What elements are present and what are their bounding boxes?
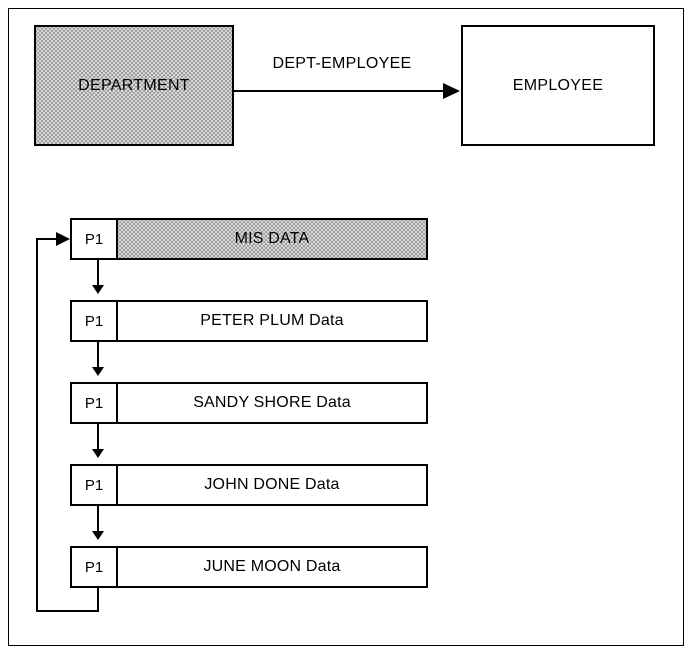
loop-segment-down	[97, 588, 99, 612]
loop-segment-up	[36, 238, 38, 612]
record-pointer: P1	[72, 466, 118, 504]
entity-label-employee: EMPLOYEE	[512, 76, 604, 94]
loop-segment-left	[36, 610, 99, 612]
record-row-member-4	[70, 546, 428, 588]
record-pointer: P1	[72, 302, 118, 340]
record-row-member-2	[70, 382, 428, 424]
connector-line-4	[97, 506, 99, 532]
entity-box-employee	[461, 25, 655, 146]
connector-line-1	[97, 260, 99, 286]
loop-arrowhead-icon	[56, 232, 70, 246]
connector-arrow-4-icon	[92, 531, 104, 540]
relationship-arrowhead-icon	[443, 83, 460, 99]
record-row-owner	[70, 218, 428, 260]
entity-box-department	[34, 25, 234, 146]
connector-arrow-2-icon	[92, 367, 104, 376]
connector-line-3	[97, 424, 99, 450]
record-pointer: P1	[72, 548, 118, 586]
record-row-member-3	[70, 464, 428, 506]
relationship-line	[234, 90, 449, 92]
record-body: MIS DATA	[118, 220, 426, 258]
record-row-member-1	[70, 300, 428, 342]
record-pointer: P1	[72, 384, 118, 422]
relationship-label: DEPT-EMPLOYEE	[272, 55, 412, 72]
record-body: JOHN DONE Data	[204, 476, 340, 493]
connector-line-2	[97, 342, 99, 368]
record-body: JUNE MOON Data	[203, 558, 341, 575]
record-body: SANDY SHORE Data	[193, 394, 351, 411]
entity-label-department: DEPARTMENT	[78, 76, 190, 94]
record-body: PETER PLUM Data	[200, 312, 344, 329]
record-pointer: P1	[72, 220, 118, 258]
connector-arrow-1-icon	[92, 285, 104, 294]
connector-arrow-3-icon	[92, 449, 104, 458]
